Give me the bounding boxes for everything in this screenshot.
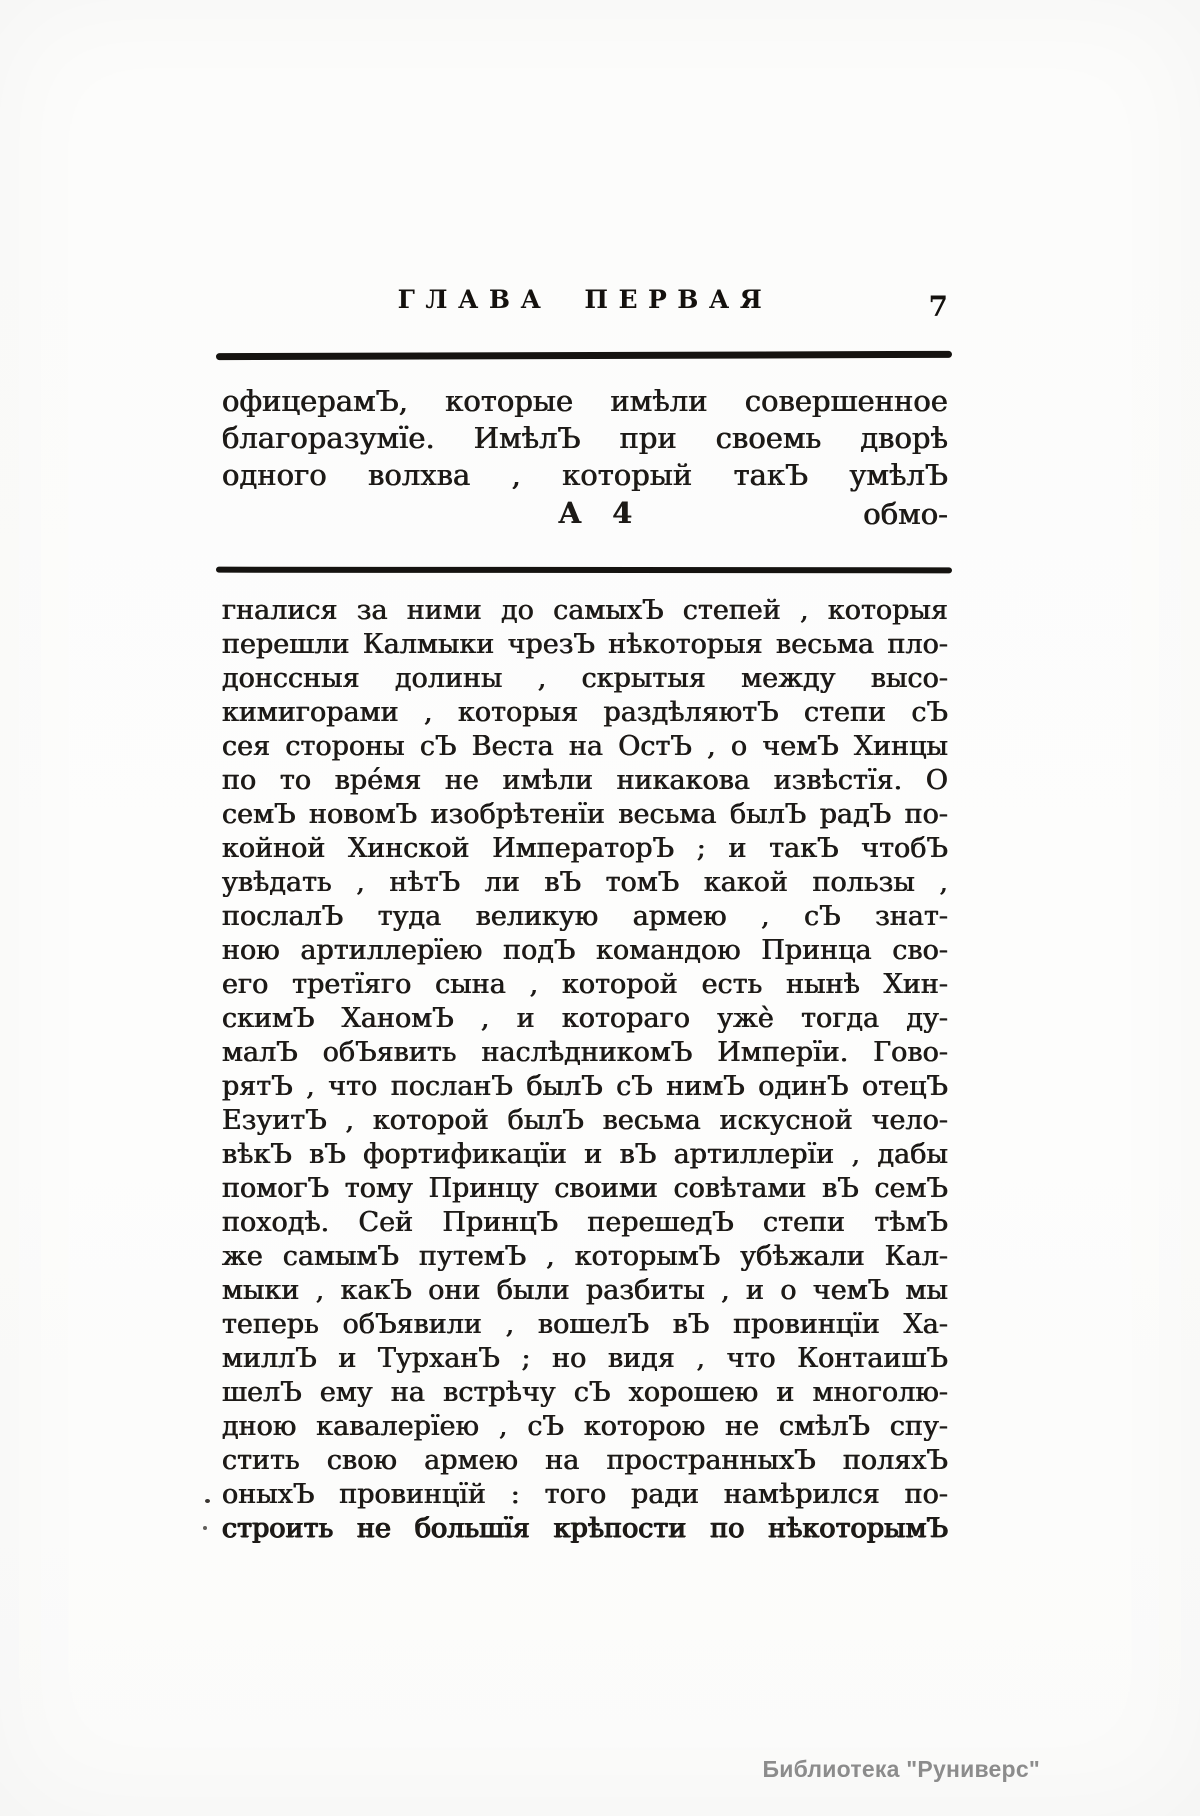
text-line: помогЪ тому Принцу своими совѣтами вЪ семЪ (222, 1173, 948, 1204)
text-line: перешли Калмыки чрезЪ нѣкоторыя весьма пло- (222, 629, 948, 660)
text-line: строить не большїя крѣпости по нѣкоторымЪ (222, 1513, 948, 1544)
text-line: его третїяго сына , которой есть нынѣ Хин- (222, 969, 948, 1000)
text-line: рятЪ , что посланЪ былЪ сЪ нимЪ одинЪ отецЪ (222, 1071, 948, 1102)
text-line: койной Хинской ИмператорЪ ; и такЪ чтобЪ (222, 833, 948, 864)
text-line: же самымЪ путемЪ , которымЪ убѣжали Кал- (222, 1241, 948, 1272)
catchword: обмо- (863, 497, 948, 531)
text-line: миллЪ и ТурханЪ ; но видя , что КонтаишЪ (222, 1343, 948, 1374)
text-line: по то вре́мя не имѣли никакова извѣстїя. О (222, 765, 948, 796)
page-number: 7 (928, 290, 948, 323)
text-line: послалЪ туда великую армею , сЪ знат- (222, 901, 948, 932)
text-line: оныхЪ провинцїй : того ради намѣрился по- (222, 1479, 948, 1510)
text-line: офицерамЪ, которые имѣли совершенное (222, 384, 948, 418)
text-line: семЪ новомЪ изобрѣтенїи весьма былЪ радЪ по- (222, 799, 948, 830)
signature-mark: А 4 (558, 496, 643, 530)
page-header (222, 285, 948, 325)
text-line: кимигорами , которыя раздѣляютЪ степи сЪ (222, 697, 948, 728)
divider-rule-top (216, 351, 952, 360)
text-line: донссныя долины , скрытыя между высо- (222, 663, 948, 694)
text-line: вѣкЪ вЪ фортификацїи и вЪ артиллерїи , дабы (222, 1139, 948, 1170)
body-paragraph (222, 594, 948, 1546)
chapter-heading: ГЛАВА ПЕРВАЯ (397, 285, 773, 314)
text-line: ною артиллерїею подЪ командою Принца сво- (222, 935, 948, 966)
text-line: мыки , какЪ они были разбиты , и о чемЪ мы (222, 1275, 948, 1306)
text-line: скимЪ ХаномЪ , и котораго ужѐ тогда ду- (222, 1003, 948, 1034)
text-line: стить свою армею на пространныхЪ поляхЪ (222, 1445, 948, 1476)
text-line: ЕзуитЪ , которой былЪ весьма искусной чело- (222, 1105, 948, 1136)
divider-rule-middle (216, 567, 952, 574)
text-line: теперь обЪявили , вошелЪ вЪ провинцїи Ха- (222, 1309, 948, 1340)
text-line: сея стороны сЪ Веста на ОстЪ , о чемЪ Хинцы (222, 731, 948, 762)
text-line: увѣдать , нѣтЪ ли вЪ томЪ какой пользы , (222, 867, 948, 898)
ink-speck (205, 1499, 210, 1503)
text-line: малЪ обЪявить наслѣдникомЪ Имперїи. Гово- (222, 1037, 948, 1068)
signature-line (222, 494, 948, 534)
text-line: шелЪ ему на встрѣчу сЪ хорошею и многолю- (222, 1377, 948, 1408)
text-line: одного волхва , который такЪ умѣлЪ (222, 458, 948, 492)
text-line: благоразумїе. ИмѣлЪ при своемь дворѣ (222, 421, 948, 455)
text-line: дною кавалерїею , сЪ которою не смѣлЪ спу- (222, 1411, 948, 1442)
ink-speck (203, 1526, 207, 1530)
text-line: походѣ. Сей ПринцЪ перешедЪ степи тѣмЪ (222, 1207, 948, 1238)
intro-paragraph (222, 383, 948, 534)
library-watermark: Библиотека "Руниверс" (762, 1756, 1040, 1782)
text-line: гналися за ними до самыхЪ степей , которыя (222, 595, 948, 626)
